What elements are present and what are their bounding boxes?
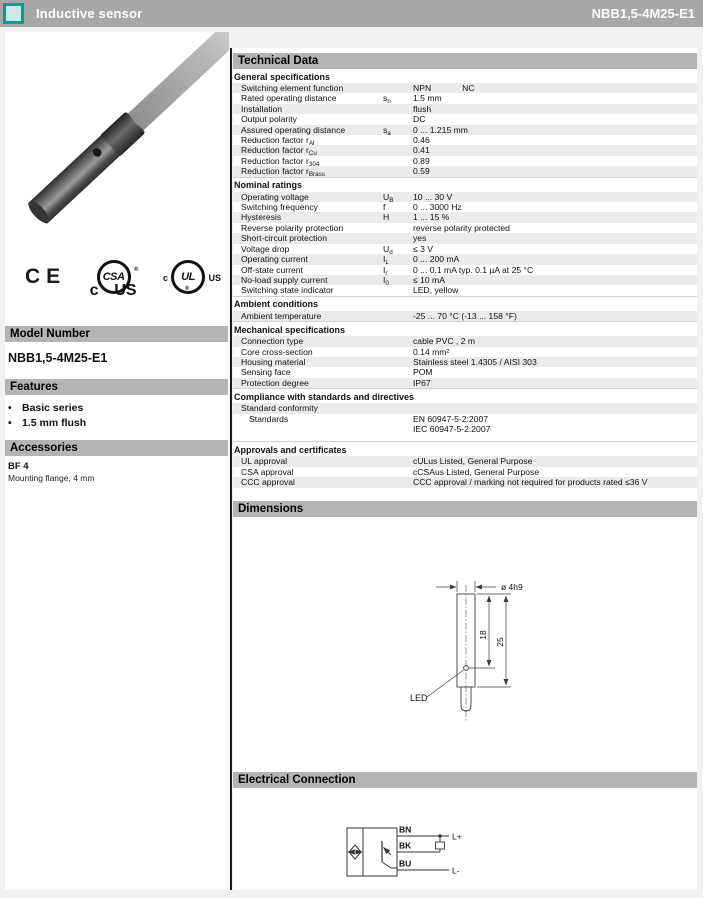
certification-logos	[5, 254, 229, 300]
spec-rows	[233, 192, 697, 296]
model-number-value: NBB1,5-4M25-E1	[8, 351, 108, 365]
cable	[124, 32, 229, 134]
spec-value: DC	[413, 114, 426, 125]
spec-row	[233, 244, 697, 254]
spec-label: Operating current	[241, 254, 308, 265]
spec-value: 1 ... 15 %	[413, 212, 450, 223]
spec-value: 0.89	[413, 155, 430, 166]
spec-value: 0 ... 3000 Hz	[413, 202, 462, 213]
spec-value: POM	[413, 367, 433, 378]
spec-label: Sensing face	[241, 367, 291, 378]
spec-row	[233, 233, 697, 243]
technical-data-section-header: Technical Data	[233, 53, 697, 69]
bullet-icon: •	[8, 417, 12, 429]
wire-bn-label: BN	[399, 824, 412, 835]
accessories-section-header: Accessories	[5, 440, 228, 456]
spec-value: 0.46	[413, 135, 430, 146]
spec-symbol: H	[383, 212, 390, 223]
spec-label: Hysteresis	[241, 212, 282, 223]
spec-row	[233, 265, 697, 275]
spec-label: Operating voltage	[241, 191, 309, 202]
technical-sections	[233, 69, 697, 488]
spec-label: Rated operating distance	[241, 93, 337, 104]
spec-rows	[233, 83, 697, 177]
spec-section-heading: Compliance with standards and directives	[233, 388, 697, 403]
spec-row	[233, 311, 697, 321]
spec-label: Reduction factor $r_{Cu}$	[241, 145, 317, 158]
spec-label: Ambient temperature	[241, 310, 322, 321]
spec-value: ≤ 10 mA	[413, 274, 445, 285]
spec-row	[233, 223, 697, 233]
accessory-description: Mounting flange, 4 mm	[8, 473, 95, 483]
spec-value: 0 ... 200 mA	[413, 254, 460, 265]
left-panel	[5, 32, 229, 890]
spec-row	[233, 104, 697, 114]
spec-row	[233, 125, 697, 135]
spec-label: No-load supply current	[241, 274, 328, 285]
dim-18-label: 18	[478, 629, 488, 640]
ul-mark: UL c US ®	[171, 260, 205, 294]
spec-section-heading: General specifications	[234, 71, 331, 82]
spec-label: Assured operating distance	[241, 124, 346, 135]
spec-value: LED, yellow	[413, 285, 459, 296]
spec-row	[233, 378, 697, 388]
spec-row	[233, 477, 697, 487]
spec-label: Output polarity	[241, 114, 297, 125]
spec-row	[233, 456, 697, 466]
spec-label: Switching state indicator	[241, 285, 334, 296]
spec-symbol: $I_0$	[383, 274, 389, 287]
bullet-icon: •	[8, 402, 12, 414]
spec-label: Reduction factor $r_{304}$	[241, 155, 320, 168]
page-title: Inductive sensor	[36, 6, 143, 21]
page-model-number: NBB1,5-4M25-E1	[591, 6, 695, 21]
spec-row	[233, 93, 697, 106]
spec-section	[233, 177, 697, 296]
spec-section	[233, 69, 697, 177]
spec-label: Short-circuit protection	[241, 233, 327, 244]
spec-label: Protection degree	[241, 377, 309, 388]
spec-symbol: f	[383, 202, 386, 213]
spec-value: 10 ... 30 V	[413, 191, 453, 202]
spec-row	[233, 83, 697, 93]
spec-row	[233, 285, 697, 295]
l-minus-label: L-	[452, 865, 460, 876]
spec-section	[233, 388, 697, 434]
feature-list	[8, 401, 229, 431]
spec-value: EN 60947-5-2:2007 IEC 60947-5-2:2007	[413, 413, 491, 434]
spec-value: cCSAus Listed, General Purpose	[413, 466, 540, 477]
spec-label: Housing material	[241, 356, 306, 367]
spec-row	[233, 347, 697, 357]
spec-rows	[233, 456, 697, 487]
spec-label: UL approval	[241, 456, 288, 467]
spec-symbol: $I_L$	[383, 254, 389, 267]
spec-row	[233, 212, 697, 222]
page-header	[0, 0, 703, 27]
spec-label: Standards	[249, 413, 289, 424]
spec-value: ≤ 3 V	[413, 243, 434, 254]
product-photo	[5, 32, 229, 254]
spec-value: 0 ... 0.1 mA typ. 0.1 µA at 25 °C	[413, 264, 534, 275]
spec-label: Standard conformity	[241, 403, 318, 414]
spec-section	[233, 441, 697, 487]
led-label: LED	[410, 692, 428, 703]
diameter-label: ø 4h9	[501, 581, 523, 592]
spec-label: Reduction factor $r_{Al}$	[241, 135, 315, 148]
model-number-section-header: Model Number	[5, 326, 228, 342]
dimensions-section-header: Dimensions	[233, 501, 697, 517]
column-divider	[230, 48, 232, 890]
spec-symbol: $s_n$	[383, 93, 391, 106]
spec-section-heading: Nominal ratings	[233, 177, 697, 192]
spec-rows	[233, 336, 697, 388]
spec-row	[233, 192, 697, 202]
spec-value-2: NC	[462, 83, 475, 93]
product-type-icon	[3, 3, 24, 24]
spec-section	[233, 296, 697, 321]
features-section-header: Features	[5, 379, 228, 395]
spec-label: Voltage drop	[241, 243, 290, 254]
spec-value: 0.59	[413, 166, 430, 177]
spec-label: Switching element function	[241, 83, 344, 93]
dimension-drawing	[233, 517, 697, 772]
load-symbol	[436, 842, 445, 849]
spec-label: Connection type	[241, 336, 304, 347]
spec-row	[233, 156, 697, 166]
feature-item: • 1.5 mm flush	[8, 417, 87, 429]
spec-value: 1.5 mm	[413, 93, 442, 104]
spec-value: 0.41	[413, 145, 430, 156]
spec-label: Switching frequency	[241, 202, 318, 213]
spec-label: CCC approval	[241, 477, 295, 488]
spec-section	[233, 321, 697, 388]
wire-bu-label: BU	[399, 858, 412, 869]
spec-value: yes	[413, 233, 427, 244]
spec-value: 0 ... 1.215 mm	[413, 124, 468, 135]
spec-row	[233, 166, 697, 179]
spec-symbol: $s_a$	[383, 124, 391, 137]
spec-label: Installation	[241, 103, 283, 114]
spec-row	[233, 275, 697, 285]
spec-rows	[233, 311, 697, 321]
spec-row	[233, 202, 697, 212]
spec-value: CCC approval / marking not required for products rated ≤36 V	[413, 477, 648, 488]
electrical-section-header: Electrical Connection	[233, 772, 697, 788]
feature-item: • Basic series	[8, 402, 84, 414]
sensor-symbol-box	[347, 828, 397, 876]
spec-row	[233, 414, 697, 435]
spec-value: Stainless steel 1.4305 / AISI 303	[413, 356, 537, 367]
spec-value: flush	[413, 103, 432, 114]
dim-25-label: 25	[495, 636, 505, 647]
electrical-diagram	[233, 788, 697, 898]
l-plus-label: L+	[452, 831, 462, 842]
spec-row	[233, 403, 697, 413]
spec-value: IP67	[413, 377, 431, 388]
spec-section-heading: Approvals and certificates	[233, 441, 697, 456]
spec-value: reverse polarity protected	[413, 222, 510, 233]
spec-value: cable PVC , 2 m	[413, 336, 476, 347]
spec-label: Reverse polarity protection	[241, 222, 344, 233]
spec-label: Core cross-section	[241, 346, 313, 357]
spec-section-heading: Ambient conditions	[233, 296, 697, 311]
spec-section-heading: Mechanical specifications	[233, 321, 697, 336]
spec-row	[233, 367, 697, 377]
spec-row	[233, 114, 697, 124]
spec-value: cULus Listed, General Purpose	[413, 456, 533, 467]
spec-row	[233, 254, 697, 267]
spec-value: NPN NC	[413, 83, 475, 93]
spec-row	[233, 357, 697, 367]
spec-row	[233, 135, 697, 148]
spec-row	[233, 145, 697, 158]
spec-label: Off-state current	[241, 264, 303, 275]
spec-value: 0.14 mm²	[413, 346, 450, 357]
spec-row	[233, 336, 697, 346]
spec-row	[233, 467, 697, 477]
csa-mark: CSA c US ®	[97, 260, 131, 294]
accessory-name: BF 4	[8, 461, 29, 472]
wire-bk-label: BK	[399, 840, 412, 851]
spec-value: -25 ... 70 °C (-13 ... 158 °F)	[413, 310, 517, 321]
ce-mark: CE	[25, 265, 67, 288]
spec-symbol: $U_B$	[383, 191, 394, 204]
spec-symbol: $U_d$	[383, 243, 393, 256]
right-panel	[233, 48, 697, 890]
spec-symbol: $I_r$	[383, 264, 388, 277]
spec-label: Reduction factor $r_{Brass}$	[241, 166, 325, 179]
spec-label: CSA approval	[241, 466, 294, 477]
spec-rows	[233, 403, 697, 434]
